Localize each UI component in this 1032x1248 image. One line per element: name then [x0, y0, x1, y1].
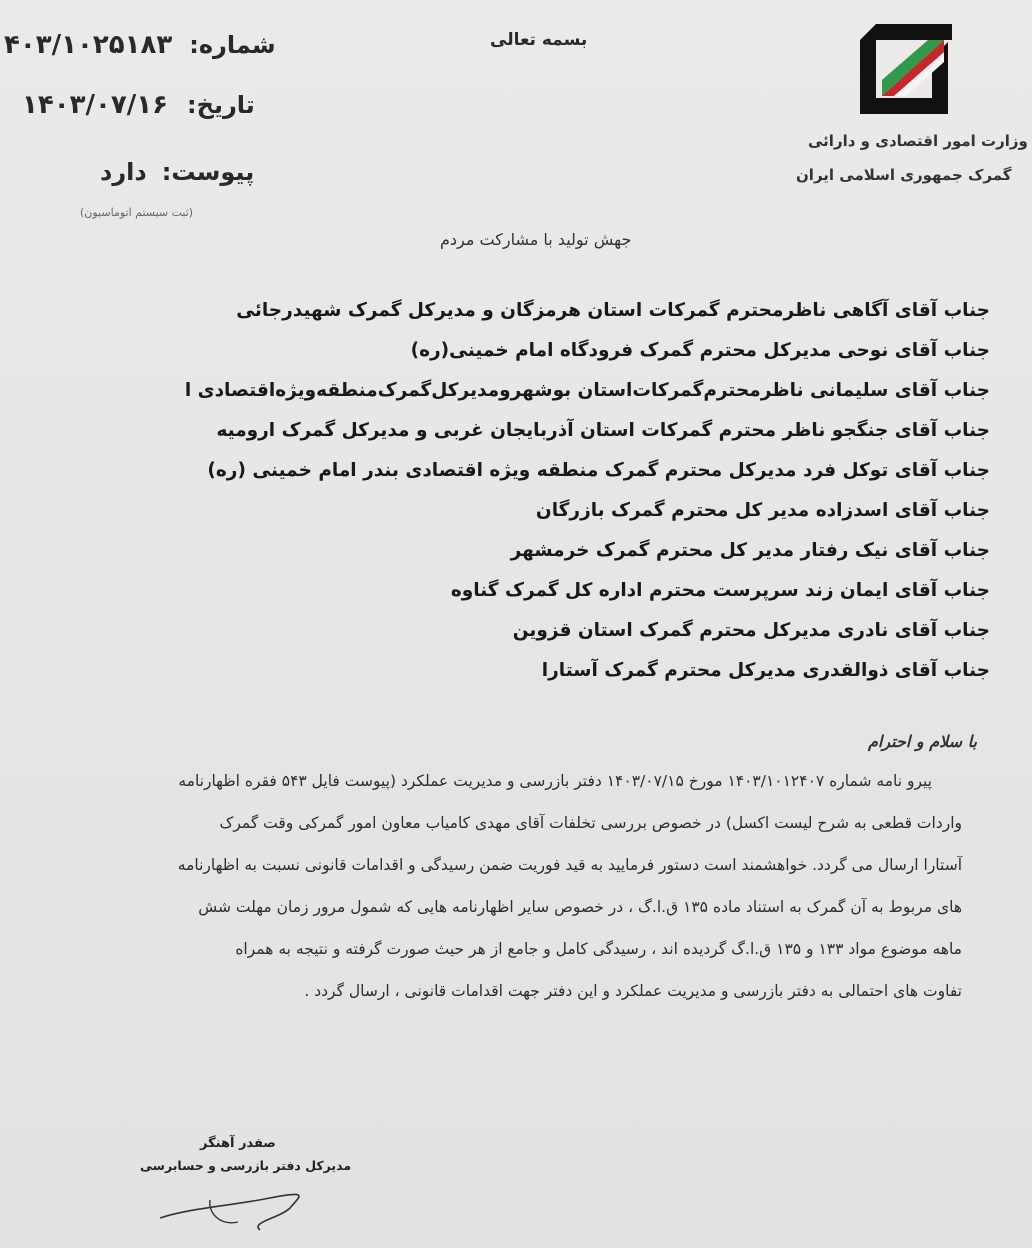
signer-title: مدیرکل دفتر بازرسی و حسابرسی	[140, 1158, 352, 1173]
org-customs: گمرک جمهوری اسلامی ایران	[796, 166, 1012, 184]
date-label: تاریخ:	[187, 91, 255, 119]
addressee-line: جناب آقای ایمان زند سرپرست محترم اداره کل گمرک گناوه	[450, 580, 990, 601]
body-line: های مربوط به آن گمرک به استناد ماده ۱۳۵ ق.ا.گ ، در خصوص سایر اظهارنامه هایی که شمول مرور زمان مهلت شش	[198, 898, 962, 916]
addressee-line: جناب آقای ذوالقدری مدیرکل محترم گمرک آستارا	[541, 660, 990, 681]
org-ministry: وزارت امور اقتصادی و دارائی	[808, 132, 1028, 150]
customs-emblem-icon	[852, 18, 952, 118]
letter-attachment	[100, 158, 254, 186]
body-line: واردات قطعی به شرح لیست اکسل) در خصوص بررسی تخلفات آقای مهدی کامیاب معاون امور گمرکی وقت گمرک	[219, 814, 962, 832]
body-line: ماهه موضوع مواد ۱۳۳ و ۱۳۵ ق.ا.گ گردیده اند ، رسیدگی کامل و جامع از هر حیث صورت گرفته و نتیجه به همراه	[235, 940, 962, 958]
addressee-line: جناب آقای توکل فرد مدیرکل محترم گمرک منطقه ویژه اقتصادی بندر امام خمینی (ره)	[207, 460, 990, 481]
addressee-line: جناب آقای سلیمانی ناظرمحترم‌گمرکات‌استان بوشهرومدیرکل‌گمرک‌منطقه‌ویژه‌اقتصادی ا	[184, 380, 990, 401]
signer-name: صفدر آهنگر	[200, 1136, 276, 1151]
number-label: شماره:	[189, 31, 276, 59]
bismillah-heading: بسمه تعالی	[490, 30, 588, 50]
slogan: جهش تولید با مشارکت مردم	[440, 230, 632, 249]
letter-date	[22, 90, 255, 120]
handwritten-signature	[150, 1178, 310, 1238]
attachment-note: (ثبت سیستم اتوماسیون)	[80, 206, 194, 219]
addressee-line: جناب آقای اسدزاده مدیر کل محترم گمرک بازرگان	[535, 500, 990, 521]
attachment-value: دارد	[100, 158, 147, 186]
addressee-line: جناب آقای نادری مدیرکل محترم گمرک استان قزوین	[512, 620, 990, 641]
addressee-line: جناب آقای نوحی مدیرکل محترم گمرک فرودگاه امام خمینی(ره)	[410, 340, 990, 361]
addressee-line: جناب آقای آگاهی ناظرمحترم گمرکات استان هرمزگان و مدیرکل گمرک شهیدرجائی	[236, 300, 990, 321]
date-value: ۱۴۰۳/۰۷/۱۶	[22, 90, 168, 120]
body-line: آستارا ارسال می گردد. خواهشمند است دستور فرمایید به قید فوریت ضمن رسیدگی و اقدامات قانونی نسبت به اظهارنامه	[177, 856, 962, 874]
addressee-line: جناب آقای جنگجو ناظر محترم گمرکات استان آذربایجان غربی و مدیرکل گمرک ارومیه	[216, 420, 990, 441]
number-value: ۴۰۳/۱۰۲۵۱۸۳	[4, 30, 173, 60]
addressee-line: جناب آقای نیک رفتار مدیر کل محترم گمرک خرمشهر	[510, 540, 990, 561]
body-line: تفاوت های احتمالی به دفتر بازرسی و مدیریت عملکرد و این دفتر جهت اقدامات قانونی ، ارسال گردد .	[304, 982, 962, 1000]
letter-number	[4, 30, 276, 60]
attachment-label: پیوست:	[161, 158, 255, 186]
greeting: با سلام و احترام	[868, 732, 977, 751]
body-line: پیرو نامه شماره ۱۴۰۳/۱۰۱۲۴۰۷ مورخ ۱۴۰۳/۰۷/۱۵ دفتر بازرسی و مدیریت عملکرد (پیوست فایل ۵۴۳ فقره اظهارنامه	[178, 772, 932, 790]
